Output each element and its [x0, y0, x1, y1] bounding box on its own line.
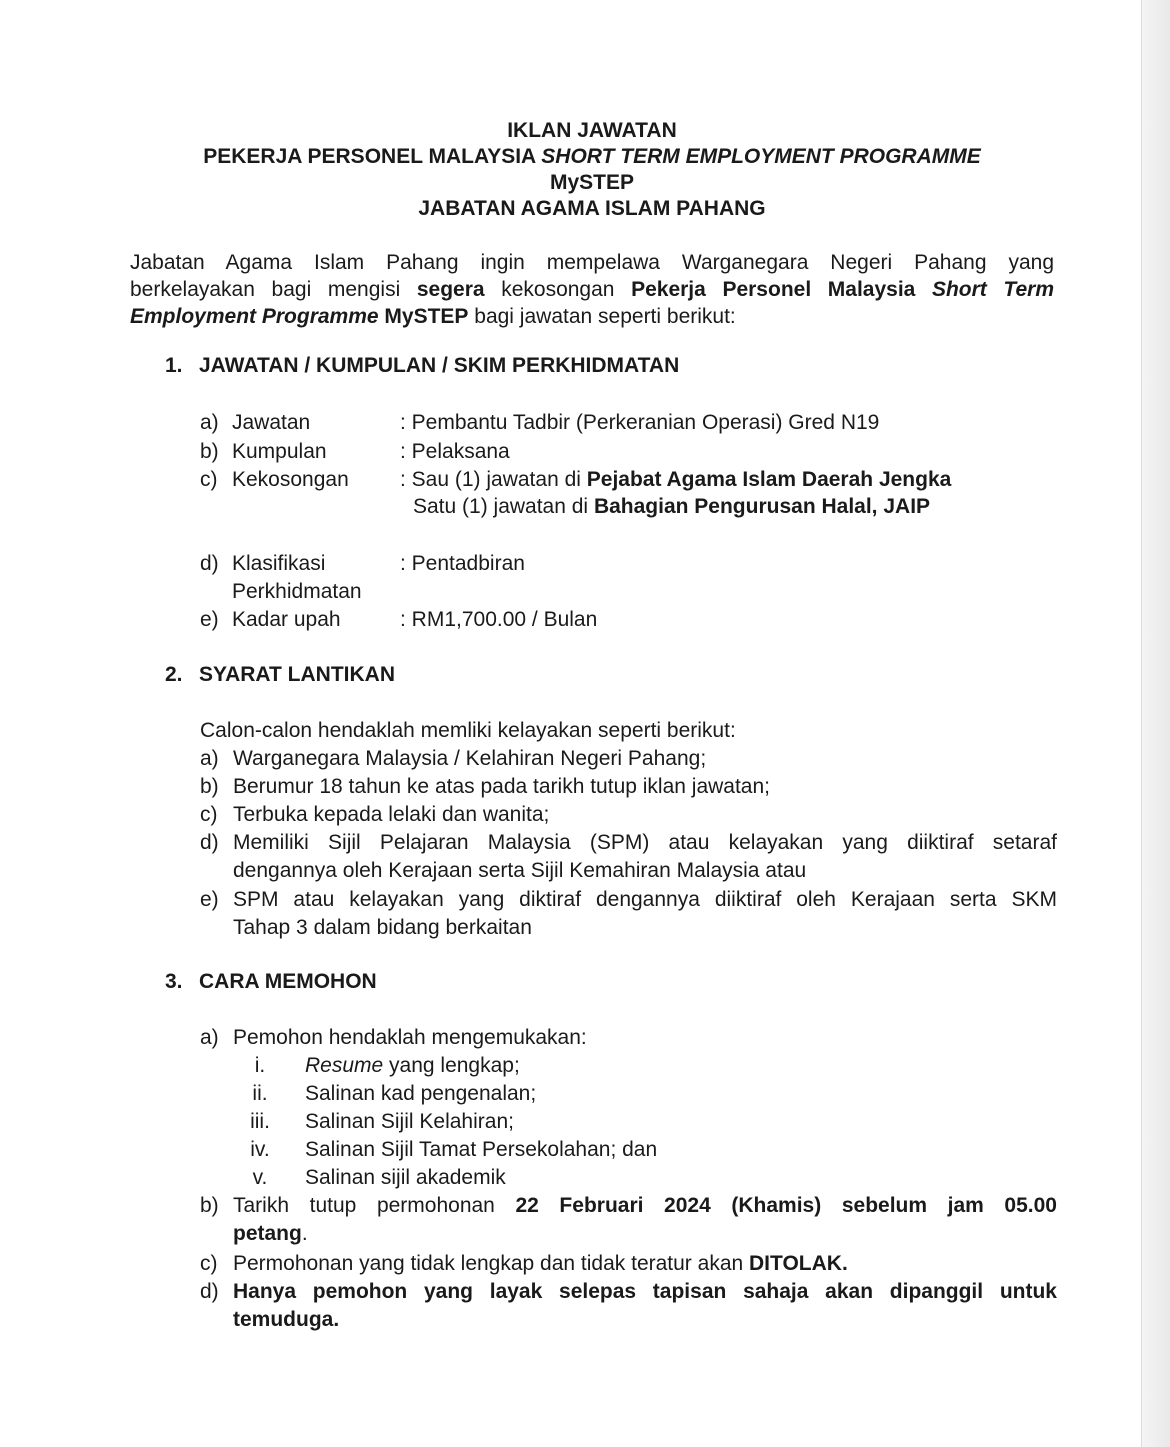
- s2-item-b-text: Berumur 18 tahun ke atas pada tarikh tutup iklan jawatan;: [233, 775, 770, 798]
- s3-item-b-marker: b): [200, 1194, 219, 1217]
- s3-item-c-text: [233, 1250, 1057, 1278]
- s1-row-a: [0, 409, 1170, 437]
- s2-item-d-text: [233, 829, 1057, 885]
- s3-roman-iii-marker: iii.: [250, 1110, 270, 1133]
- s1-row-c-value-b: Pejabat Agama Islam Daerah Jengka: [586, 468, 952, 491]
- section-1-heading: [165, 354, 679, 378]
- section-3-number: 3.: [165, 970, 183, 993]
- s3-roman-iii-text: Salinan Sijil Kelahiran;: [305, 1110, 514, 1133]
- s2-intro: Calon-calon hendaklah memliki kelayakan seperti berikut:: [200, 719, 736, 742]
- title-line-2-plain: PEKERJA PERSONEL MALAYSIA: [203, 145, 542, 168]
- intro-l2b: segera: [416, 278, 485, 301]
- s3-roman-i-plain: yang lengkap;: [383, 1054, 520, 1077]
- s3-item-d-line-1: Hanya pemohon yang layak selepas tapisan sahaja akan dipanggil untuk: [233, 1280, 1057, 1303]
- section-3-title: CARA MEMOHON: [199, 970, 377, 993]
- s2-item-e-line-1: SPM atau kelayakan yang diktiraf dengannya diiktiraf oleh Kerajaan serta SKM: [233, 888, 1057, 911]
- s2-item-c: [200, 801, 1057, 829]
- section-1-title: JAWATAN / KUMPULAN / SKIM PERKHIDMATAN: [199, 354, 680, 377]
- s1-row-c-value2-b: Bahagian Pengurusan Halal, JAIP: [593, 495, 931, 518]
- s3-item-c-a: Permohonan yang tidak lengkap dan tidak teratur akan: [233, 1252, 750, 1275]
- s3-item-b-l2a: petang: [233, 1222, 302, 1245]
- s3-item-b-l1b: 22 Februari 2024 (Khamis) sebelum jam 05.00: [515, 1194, 1057, 1217]
- s3-item-d-line-2: temuduga.: [233, 1308, 340, 1331]
- s2-item-c-text: Terbuka kepada lelaki dan wanita;: [233, 803, 550, 826]
- s1-row-a-label: Jawatan: [232, 411, 311, 434]
- s2-item-c-marker: c): [200, 803, 218, 826]
- s1-row-c: [0, 466, 1170, 522]
- s2-item-b: [200, 773, 1057, 801]
- s1-row-e-marker: e): [200, 608, 219, 631]
- s1-row-c-value-a: : Sau (1) jawatan di: [400, 468, 587, 491]
- s2-item-a-marker: a): [200, 747, 219, 770]
- title-line-2-italic: SHORT TERM EMPLOYMENT PROGRAMME: [541, 145, 981, 168]
- section-2-title: SYARAT LANTIKAN: [199, 663, 396, 686]
- s1-row-b-label: Kumpulan: [232, 440, 327, 463]
- section-1-number: 1.: [165, 354, 183, 377]
- s3-item-a-text: Pemohon hendaklah mengemukakan:: [233, 1026, 587, 1049]
- intro-l2e: Short Term: [931, 278, 1054, 301]
- s1-row-e-value: : RM1,700.00 / Bulan: [400, 608, 598, 631]
- s1-row-d-marker: d): [200, 552, 219, 575]
- s1-row-d-label-2: Perkhidmatan: [232, 580, 362, 603]
- s3-roman-iv-marker: iv.: [250, 1138, 270, 1161]
- title-line-3: MySTEP: [549, 171, 635, 194]
- s3-item-b-text: [233, 1192, 1057, 1248]
- intro-l3b: MySTEP: [378, 305, 469, 328]
- s3-roman-i-text: [305, 1052, 520, 1080]
- intro-line-1: Jabatan Agama Islam Pahang ingin mempelawa Warganegara Negeri Pahang yang: [130, 251, 1054, 274]
- s3-roman-iv-text: Salinan Sijil Tamat Persekolahan; dan: [305, 1138, 658, 1161]
- s2-item-b-marker: b): [200, 775, 219, 798]
- s3-roman-ii-text: Salinan kad pengenalan;: [305, 1082, 537, 1105]
- s1-row-e: [0, 606, 1170, 634]
- s1-row-d: [0, 550, 1170, 606]
- s2-item-e-line-2: Tahap 3 dalam bidang berkaitan: [233, 916, 532, 939]
- s3-item-d-marker: d): [200, 1280, 219, 1303]
- s1-row-c-value2-a: Satu (1) jawatan di: [413, 495, 594, 518]
- s2-item-d-marker: d): [200, 831, 219, 854]
- s1-row-b-marker: b): [200, 440, 219, 463]
- s3-roman-v-text: Salinan sijil akademik: [305, 1166, 506, 1189]
- section-2-heading: [165, 663, 395, 687]
- intro-line-2: [130, 276, 1054, 303]
- s3-item-a-marker: a): [200, 1026, 219, 1049]
- s1-row-d-value: : Pentadbiran: [400, 552, 525, 575]
- s2-item-e-text: [233, 886, 1057, 942]
- intro-l2a: berkelayakan bagi mengisi: [130, 278, 417, 301]
- s3-roman-ii-marker: ii.: [252, 1082, 268, 1105]
- intro-l2d: Pekerja Personel Malaysia: [631, 278, 932, 301]
- s3-item-b-line-2: [233, 1220, 1057, 1248]
- s3-item-c-marker: c): [200, 1252, 218, 1275]
- section-2-number: 2.: [165, 663, 183, 686]
- s3-item-c: [200, 1250, 1057, 1278]
- s3-roman-i-italic: Resume: [305, 1054, 384, 1077]
- s3-roman-v-marker: v.: [252, 1166, 268, 1189]
- intro-line-3: [130, 303, 1054, 330]
- intro-l3a: Employment Programme: [130, 305, 379, 328]
- title-line-2: [150, 144, 1034, 170]
- s3-roman-i-marker: i.: [254, 1054, 266, 1077]
- s1-row-c-marker: c): [200, 468, 218, 491]
- intro-l3c: bagi jawatan seperti berikut:: [468, 305, 736, 328]
- s3-item-a: [200, 1024, 1057, 1052]
- s3-item-b-l2b: .: [301, 1222, 308, 1245]
- s1-row-b-value: : Pelaksana: [400, 440, 510, 463]
- doc-title: [150, 118, 1034, 222]
- s1-row-d-label: Klasifikasi: [232, 552, 326, 575]
- intro-paragraph: [130, 249, 1054, 330]
- s2-item-d-line-2: dengannya oleh Kerajaan serta Sijil Kemahiran Malaysia atau: [233, 859, 807, 882]
- s1-row-c-value-2: [413, 493, 930, 520]
- s3-item-b-line-1: [233, 1192, 1057, 1220]
- intro-l2c: kekosongan: [484, 278, 632, 301]
- s3-item-d: [200, 1278, 1057, 1334]
- section-3-heading: [165, 970, 377, 994]
- s2-item-e: [200, 886, 1057, 942]
- s2-item-d-line-1: Memiliki Sijil Pelajaran Malaysia (SPM) atau kelayakan yang diiktiraf setaraf: [233, 831, 1057, 854]
- s1-row-c-value: [400, 466, 951, 493]
- s3-item-c-b: DITOLAK.: [749, 1252, 848, 1275]
- s2-item-a: [200, 745, 1057, 773]
- s3-item-b: [200, 1192, 1057, 1248]
- title-line-1: IKLAN JAWATAN: [507, 119, 677, 142]
- s1-row-a-marker: a): [200, 411, 219, 434]
- s3-item-b-l1a: Tarikh tutup permohonan: [233, 1194, 516, 1217]
- s2-item-d: [200, 829, 1057, 885]
- s1-row-c-label: Kekosongan: [232, 468, 349, 491]
- s1-row-a-value: : Pembantu Tadbir (Perkeranian Operasi) Gred N19: [400, 411, 880, 434]
- s1-row-b: [0, 438, 1170, 466]
- s2-item-e-marker: e): [200, 888, 219, 911]
- page-right-edge: [1141, 0, 1170, 1447]
- title-line-4: JABATAN AGAMA ISLAM PAHANG: [418, 197, 766, 220]
- s1-row-e-label: Kadar upah: [232, 608, 341, 631]
- s2-item-a-text: Warganegara Malaysia / Kelahiran Negeri Pahang;: [233, 747, 707, 770]
- s3-item-d-text: [233, 1278, 1057, 1334]
